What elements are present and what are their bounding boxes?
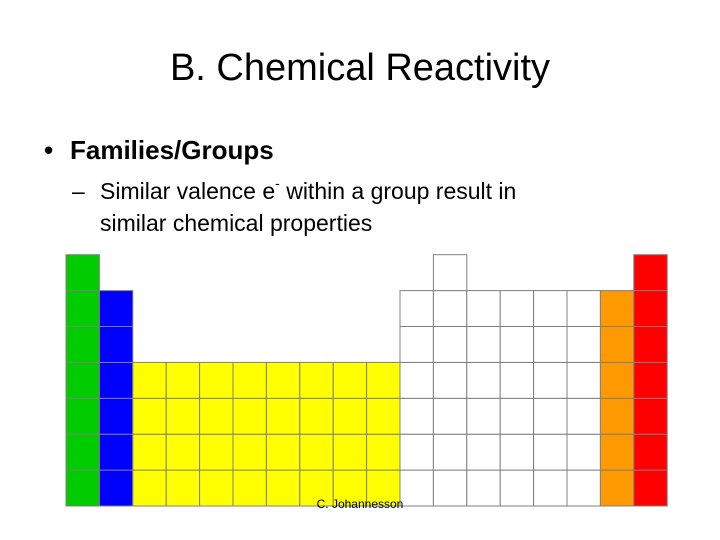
element-cell-transition <box>133 362 166 398</box>
element-cell-main <box>467 362 500 398</box>
element-cell-group2 <box>99 291 132 327</box>
element-cell-main <box>433 255 466 291</box>
element-cell-main <box>567 434 600 470</box>
element-cell-halogens <box>600 327 633 363</box>
element-cell-transition <box>300 398 333 434</box>
element-cell-transition <box>300 434 333 470</box>
bullet-text: Families/Groups <box>70 135 274 165</box>
element-cell-group1 <box>66 434 99 470</box>
element-cell-transition <box>367 434 400 470</box>
element-cell-main <box>433 434 466 470</box>
element-cell-transition <box>266 398 299 434</box>
element-cell-main <box>567 291 600 327</box>
element-cell-transition <box>200 434 233 470</box>
element-cell-halogens <box>600 434 633 470</box>
element-cell-group1 <box>66 291 99 327</box>
element-cell-transition <box>166 470 199 506</box>
element-cell-noble <box>634 470 667 506</box>
element-cell-transition <box>300 362 333 398</box>
element-cell-transition <box>233 434 266 470</box>
element-cell-main <box>400 362 433 398</box>
element-cell-main <box>467 470 500 506</box>
element-cell-group1 <box>66 362 99 398</box>
element-cell-main <box>400 434 433 470</box>
element-cell-main <box>400 398 433 434</box>
element-cell-noble <box>634 398 667 434</box>
element-cell-group2 <box>99 434 132 470</box>
element-cell-transition <box>367 362 400 398</box>
element-cell-main <box>467 291 500 327</box>
element-cell-group2 <box>99 398 132 434</box>
element-cell-main <box>500 362 533 398</box>
element-cell-main <box>433 291 466 327</box>
element-cell-main <box>467 434 500 470</box>
element-cell-transition <box>200 470 233 506</box>
element-cell-transition <box>200 398 233 434</box>
element-cell-main <box>500 434 533 470</box>
element-cell-group2 <box>99 362 132 398</box>
element-cell-noble <box>634 255 667 291</box>
element-cell-main <box>534 398 567 434</box>
element-cell-main <box>534 470 567 506</box>
element-cell-halogens <box>600 291 633 327</box>
element-cell-transition <box>266 434 299 470</box>
element-cell-main <box>534 434 567 470</box>
element-cell-group1 <box>66 470 99 506</box>
element-cell-group1 <box>66 398 99 434</box>
element-cell-noble <box>634 434 667 470</box>
element-cell-main <box>467 327 500 363</box>
element-cell-noble <box>634 291 667 327</box>
element-cell-transition <box>333 362 366 398</box>
element-cell-main <box>433 362 466 398</box>
element-cell-transition <box>133 434 166 470</box>
element-cell-main <box>567 470 600 506</box>
element-cell-transition <box>367 398 400 434</box>
subbullet-line-2: similar chemical properties <box>100 210 373 236</box>
element-cell-main <box>433 327 466 363</box>
element-cell-transition <box>133 470 166 506</box>
element-cell-noble <box>634 362 667 398</box>
element-cell-transition <box>166 362 199 398</box>
element-cell-main <box>400 291 433 327</box>
element-cell-main <box>567 362 600 398</box>
element-cell-group2 <box>99 470 132 506</box>
element-cell-transition <box>233 470 266 506</box>
element-cell-main <box>500 470 533 506</box>
element-cell-group1 <box>66 327 99 363</box>
element-cell-group2 <box>99 327 132 363</box>
element-cell-transition <box>333 398 366 434</box>
element-cell-transition <box>166 434 199 470</box>
subbullet-marker: – <box>72 178 85 204</box>
element-cell-group1 <box>66 255 99 291</box>
subbullet-line-1 <box>72 175 672 207</box>
element-cell-main <box>400 327 433 363</box>
element-cell-main <box>567 398 600 434</box>
element-cell-main <box>500 291 533 327</box>
subbullet-text-after: within a group result in <box>279 178 517 204</box>
element-cell-main <box>534 291 567 327</box>
element-cell-transition <box>166 398 199 434</box>
element-cell-noble <box>634 327 667 363</box>
element-cell-transition <box>233 362 266 398</box>
element-cell-transition <box>200 362 233 398</box>
element-cell-transition <box>233 398 266 434</box>
element-cell-halogens <box>600 398 633 434</box>
element-cell-transition <box>333 434 366 470</box>
element-cell-main <box>534 327 567 363</box>
element-cell-main <box>500 327 533 363</box>
element-cell-halogens <box>600 470 633 506</box>
slide-title: B. Chemical Reactivity <box>169 47 551 89</box>
element-cell-main <box>467 398 500 434</box>
element-cell-main <box>567 327 600 363</box>
element-cell-main <box>534 362 567 398</box>
bullet-families-groups <box>44 132 274 168</box>
author-credit: C. Johannesson <box>316 497 404 511</box>
element-cell-transition <box>133 398 166 434</box>
element-cell-transition <box>266 362 299 398</box>
subbullet-text-before: Similar valence e <box>100 178 276 204</box>
subbullet-valence <box>72 175 672 239</box>
element-cell-main <box>433 398 466 434</box>
electron-superscript: - <box>275 175 280 192</box>
element-cell-main <box>500 398 533 434</box>
element-cell-halogens <box>600 362 633 398</box>
bullet-marker: • <box>44 135 54 165</box>
